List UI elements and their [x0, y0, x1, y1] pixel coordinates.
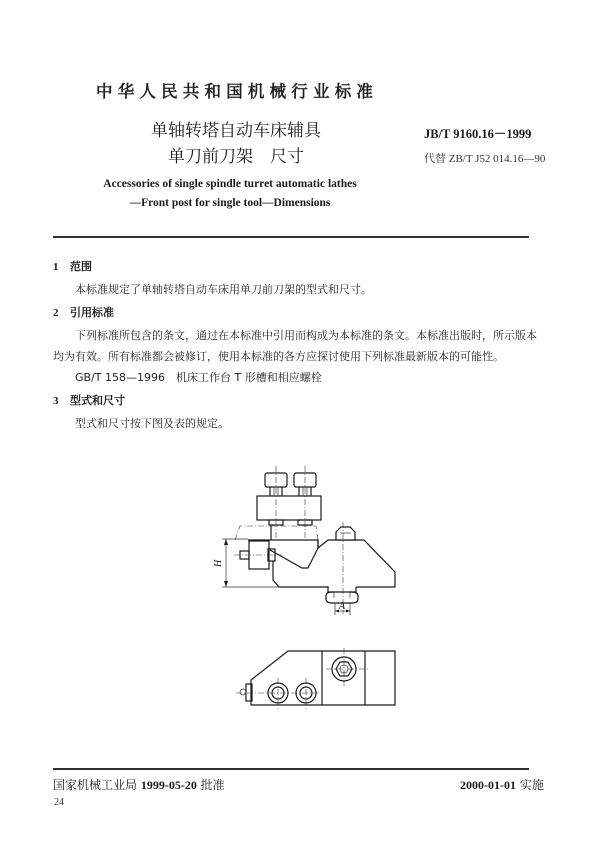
section-title: 引用标准 [70, 306, 114, 319]
english-title-line-2: —Front post for single tool—Dimensions [129, 197, 331, 209]
footer-divider [53, 768, 529, 770]
section-3-paragraph: 型式和尺寸按下图及表的规定。 [75, 417, 229, 430]
section-number: 2 [53, 307, 59, 319]
dimension-label-height: H [213, 559, 224, 567]
standard-category: 中华人民共和国机械行业标准 [96, 82, 379, 101]
section-1-paragraph: 本标准规定了单轴转塔自动车床用单刀前刀架的型式和尺寸。 [75, 283, 372, 296]
section-number: 3 [53, 395, 59, 407]
title-line-2: 单刀前刀架 尺寸 [168, 147, 304, 167]
approval-info [53, 776, 225, 793]
page-number: 24 [54, 797, 64, 808]
replaces-standard: 代替 ZB/T J52 014.16—90 [424, 153, 546, 165]
section-title: 型式和尺寸 [70, 394, 125, 407]
english-title-line-1: Accessories of single spindle turret automatic lathes [103, 178, 357, 190]
standard-number: JB/T 9160.16－1999 [424, 127, 532, 141]
approval-label: 批准 [200, 778, 225, 792]
approval-date: 1999-05-20 [140, 778, 197, 792]
implementation-label: 实施 [519, 778, 544, 792]
approving-authority: 国家机械工业局 [53, 778, 138, 792]
top-view-drawing [236, 648, 395, 710]
title-line-1: 单轴转塔自动车床辅具 [151, 121, 321, 141]
implementation-info [460, 776, 544, 793]
section-title: 范围 [70, 260, 92, 273]
dimension-label-width: A [339, 601, 346, 612]
section-2-paragraph-2: 均为有效。所有标准都会被修订，使用本标准的各方应探讨使用下列标准最新版本的可能性。 [53, 350, 504, 363]
front-view-drawing [213, 466, 395, 615]
implementation-date: 2000-01-01 [460, 778, 516, 792]
section-number: 1 [53, 261, 59, 273]
referenced-standard: GB/T 158—1996 机床工作台 T 形槽和相应螺栓 [75, 371, 322, 384]
section-2-paragraph-1: 下列标准所包含的条文，通过在本标准中引用而构成为本标准的条文。本标准出版时，所示版本 [75, 329, 537, 342]
